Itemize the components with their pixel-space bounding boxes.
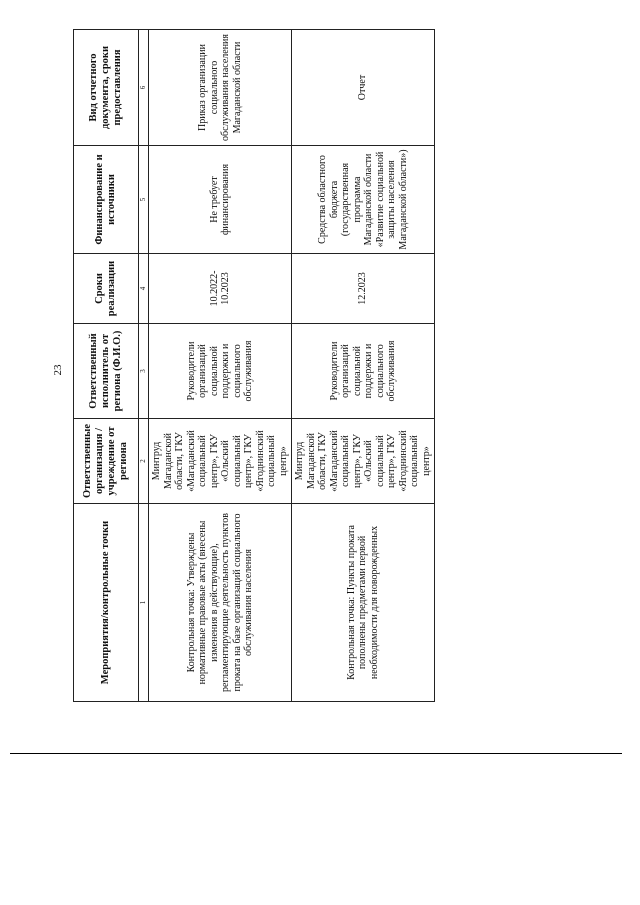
- header-organization: Ответственные организация / учреждение от региона: [74, 419, 139, 504]
- column-number: 4: [139, 254, 149, 324]
- executor-cell: Руководители организаций социальной поддержки и социального обслуживания: [149, 324, 292, 419]
- table-row: [292, 30, 435, 702]
- page-number: 23: [52, 364, 64, 376]
- header-period: Сроки реализации: [74, 254, 139, 324]
- report-cell: Отчет: [292, 30, 435, 146]
- report-cell: Приказ организации социального обслуживания населения Магаданской области: [149, 30, 292, 146]
- header-report: Вид отчетного документа, сроки предоставления: [74, 30, 139, 146]
- financing-cell: Средства областного бюджета (государственная программа Магаданской области «Развитие социальной защиты населения Магаданской области»): [292, 146, 435, 254]
- event-cell: Контрольная точка: Пункты проката пополнены предметами первой необходимости для новорожденных: [292, 504, 435, 702]
- column-number: 5: [139, 146, 149, 254]
- period-cell: 10.2022-10.2023: [149, 254, 292, 324]
- header-executor: Ответственный исполнитель от региона (Ф.И.О.): [74, 324, 139, 419]
- column-number: 6: [139, 30, 149, 146]
- period-cell: 12.2023: [292, 254, 435, 324]
- column-number: 3: [139, 324, 149, 419]
- column-number: 2: [139, 419, 149, 504]
- executor-cell: Руководители организаций социальной поддержки и социального обслуживания: [292, 324, 435, 419]
- table-frame: [73, 30, 432, 702]
- page-bottom-rule: [10, 753, 622, 754]
- organization-cell: Минтруд Магаданской области, ГКУ «Магаданский социальный центр», ГКУ «Ольский социальный центр», ГКУ «Ягоднинский социальный центр»: [292, 419, 435, 504]
- column-number-row: [139, 30, 149, 702]
- organization-cell: Минтруд Магаданской области, ГКУ «Магаданский социальный центр», ГКУ «Ольский социальный центр», ГКУ «Ягоднинский социальный центр»: [149, 419, 292, 504]
- table-header-row: [74, 30, 139, 702]
- column-number: 1: [139, 504, 149, 702]
- header-events: Мероприятия/контрольные точки: [74, 504, 139, 702]
- activities-table: [73, 29, 435, 702]
- rotated-table-container: [73, 30, 432, 702]
- header-financing: Финансирование и источники: [74, 146, 139, 254]
- table-row: [149, 30, 292, 702]
- event-cell: Контрольная точка: Утверждены нормативные правовые акты (внесены изменения в действующие), регламентирующие деятельность пунктов проката на базе организаций социального обслуживания населения: [149, 504, 292, 702]
- financing-cell: Не требует финансирования: [149, 146, 292, 254]
